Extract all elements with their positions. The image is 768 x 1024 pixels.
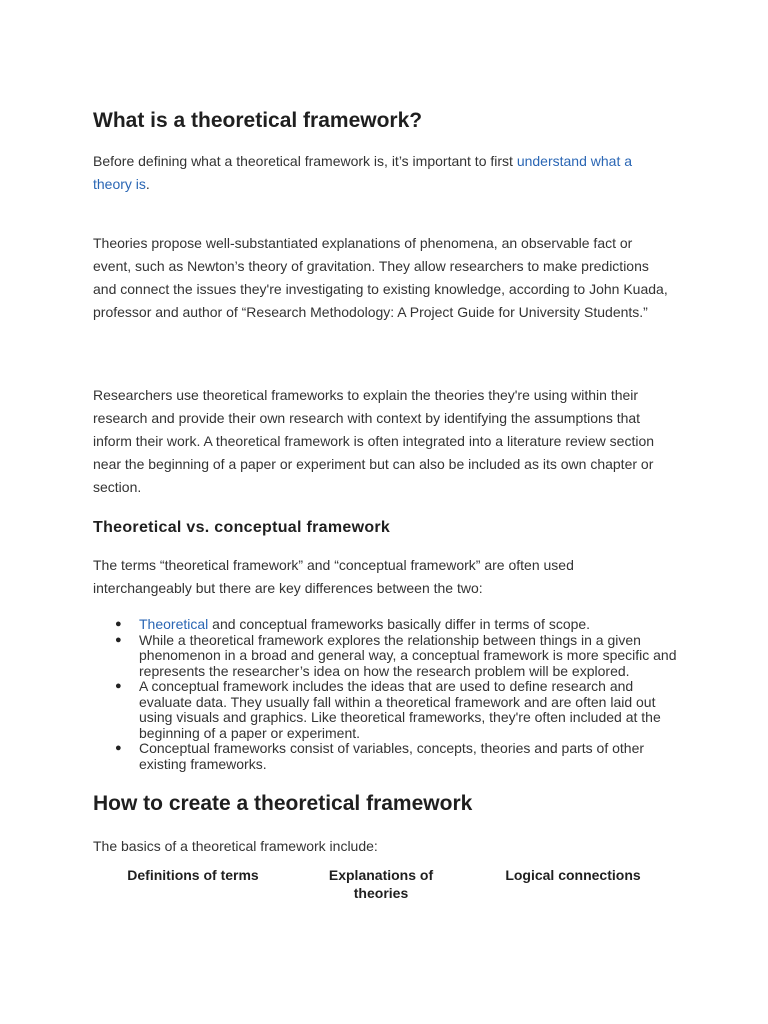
bullet-icon: ● bbox=[115, 680, 122, 692]
intro-paragraph bbox=[93, 150, 673, 196]
bullet-icon: ● bbox=[115, 633, 122, 646]
bullet-text: Conceptual frameworks consist of variables, concepts, theories and parts of other existing frameworks. bbox=[139, 740, 645, 772]
list-item bbox=[115, 679, 681, 741]
heading-how-to-create: How to create a theoretical framework bbox=[93, 792, 473, 815]
bullet-icon: ● bbox=[115, 618, 122, 630]
theories-paragraph: Theories propose well-substantiated explanations of phenomena, an observable fact or event, such as Newton’s theory of gravitation. They allow researchers to make predictions and connect the issues they're investigating to existing knowledge, according to John Kuada, professor and author of “Research Methodology: A Project Guide for University Students.” bbox=[93, 235, 668, 320]
bullet-icon: ● bbox=[115, 742, 122, 754]
basics-row bbox=[93, 866, 673, 906]
list-item bbox=[115, 633, 681, 680]
differences-list bbox=[115, 617, 681, 772]
basic-logical-connections: Logical connections bbox=[505, 867, 641, 883]
intro-text: Before defining what a theoretical framework is, it’s important to first bbox=[93, 153, 517, 169]
heading-theoretical-vs-conceptual: Theoretical vs. conceptual framework bbox=[93, 519, 391, 536]
bullet-text: and conceptual frameworks basically differ in terms of scope. bbox=[208, 616, 591, 632]
terms-paragraph: The terms “theoretical framework” and “conceptual framework” are often used interchangeably but there are key differences between the two: bbox=[93, 557, 574, 596]
basics-intro: The basics of a theoretical framework include: bbox=[93, 838, 378, 854]
heading-what-is-theoretical-framework: What is a theoretical framework? bbox=[93, 109, 423, 132]
bullet-text: While a theoretical framework explores the relationship between things in a given phenomenon in a broad and general way, a conceptual framework is more specific and represents the researcher’s idea on how the research problem will be explored. bbox=[139, 631, 677, 679]
theoretical-link[interactable]: Theoretical bbox=[139, 616, 209, 632]
researchers-paragraph: Researchers use theoretical frameworks to explain the theories they're using within their research and provide their own research with context by identifying the assumptions that inform their work. A theoretical framework is often integrated into a literature review section near the beginning of a paper or experiment but can also be included as its own chapter or section. bbox=[93, 387, 655, 495]
bullet-text: A conceptual framework includes the ideas that are used to define research and evaluate data. They usually fall within a theoretical framework and are often laid out using visuals and graphics. Like theoretical frameworks, they're often included at the beginning of a paper or experiment. bbox=[139, 678, 661, 741]
list-item bbox=[115, 741, 681, 772]
list-item bbox=[115, 617, 681, 633]
understand-theory-link[interactable]: understand what a theory is bbox=[93, 153, 633, 192]
basic-explanations-of-theories: Explanations of theories bbox=[328, 867, 434, 901]
intro-end: . bbox=[145, 176, 150, 192]
basic-definitions-of-terms: Definitions of terms bbox=[127, 867, 259, 883]
